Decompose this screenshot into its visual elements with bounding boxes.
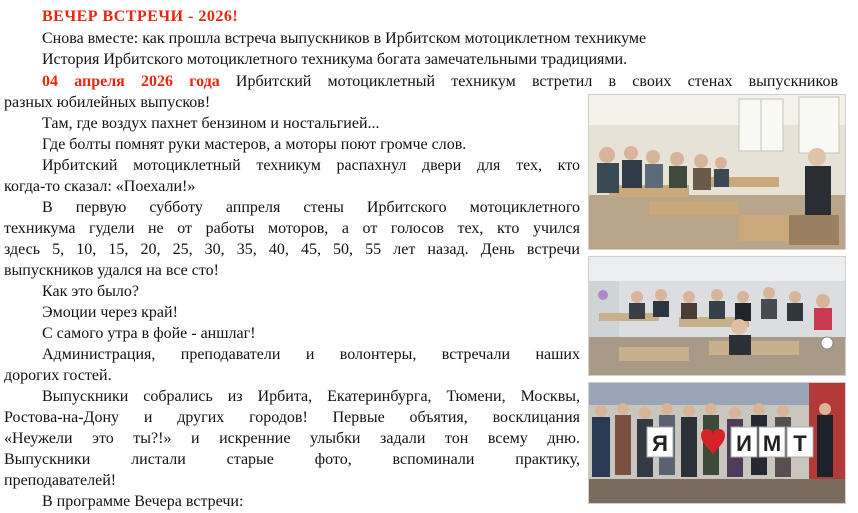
sign-letter: М xyxy=(762,431,782,456)
paragraph-line: С самого утра в фойе - аншлаг! xyxy=(42,325,256,342)
subtitle: Снова вместе: как прошла встреча выпускников в Ирбитском мотоциклетном техникуме xyxy=(42,30,647,47)
paragraph-line: Эмоции через край! xyxy=(42,304,178,321)
paragraph-line: Администрация, преподаватели и волонтеры, встречали наших xyxy=(42,346,580,363)
paragraph-line: В первую субботу аппреля стены Ирбитского мотоциклетного xyxy=(42,199,580,216)
group-photo xyxy=(588,382,846,504)
sign-letter: Я xyxy=(652,431,668,456)
date-paragraph-text: Ирбитский мотоциклетный техникум встретил в своих стенах выпускников xyxy=(235,73,839,90)
paragraph-line: Ирбитский мотоциклетный техникум распахнул двери для тех, кто xyxy=(42,157,580,174)
sign-letter: И xyxy=(736,431,752,456)
paragraph-line: разных юбилейных выпусков! xyxy=(4,94,211,111)
paragraph-line: Ростова-на-Дону и других городов! Первые объятия, восклицания xyxy=(4,409,580,426)
paragraph-line: когда-то сказал: «Поехали!» xyxy=(4,178,196,195)
paragraph-line: преподавателей! xyxy=(4,472,117,489)
paragraph-line: выпускников удался на все сто! xyxy=(4,262,219,279)
article-title: ВЕЧЕР ВСТРЕЧИ - 2026! xyxy=(42,8,239,25)
paragraph-line: здесь 5, 10, 15, 20, 25, 30, 35, 40, 45, 50, 55 лет назад. День встречи xyxy=(4,241,580,258)
paragraph-line: техникума гудели не от работы моторов, а от голосов тех, кто учился xyxy=(4,220,580,237)
event-date: 04 апреля 2026 года xyxy=(42,73,220,90)
sign-letter: Т xyxy=(793,431,807,456)
intro-line: История Ирбитского мотоциклетного техникума богата замечательными традициями. xyxy=(42,51,628,68)
date-paragraph xyxy=(42,71,838,93)
paragraph-line: В программе Вечера встречи: xyxy=(42,493,244,510)
paragraph-line: Выпускники собрались из Ирбита, Екатеринбурга, Тюмени, Москвы, xyxy=(42,388,580,405)
classroom-photo-1 xyxy=(588,94,846,250)
paragraph-line: дорогих гостей. xyxy=(4,367,112,384)
paragraph-line: Выпускники листали старые фото, вспоминали практику, xyxy=(4,451,580,468)
paragraph-line: Как это было? xyxy=(42,283,139,300)
paragraph-line: «Неужели это ты?!» и искренние улыбки задали тон всему дню. xyxy=(4,430,580,447)
paragraph-line: Там, где воздух пахнет бензином и ностальгией... xyxy=(42,115,380,132)
paragraph-line: Где болты помнят руки мастеров, а моторы поют громче слов. xyxy=(42,136,467,153)
classroom-photo-2 xyxy=(588,256,846,376)
